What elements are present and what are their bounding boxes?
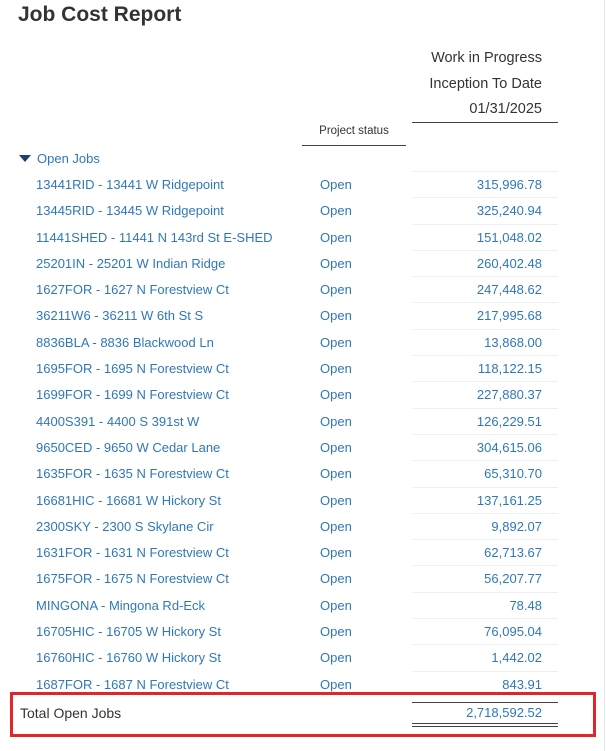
job-list	[0, 171, 606, 697]
column-header-line-2: Inception To Date	[429, 76, 542, 92]
project-status-link[interactable]: Open	[320, 413, 352, 429]
job-link[interactable]: 1695FOR - 1695 N Forestview Ct	[36, 361, 229, 377]
project-status-link[interactable]: Open	[320, 334, 352, 350]
job-link[interactable]: 36211W6 - 36211 W 6th St S	[36, 308, 204, 324]
project-status-link[interactable]: Open	[320, 308, 352, 324]
project-status-link[interactable]: Open	[320, 255, 352, 271]
amount-link[interactable]: 118,122.15	[477, 361, 542, 377]
amount-link[interactable]: 13,868.00	[484, 334, 542, 350]
row-divider	[412, 302, 558, 303]
project-status-link[interactable]: Open	[320, 203, 352, 219]
row-divider	[412, 276, 558, 277]
amount-link[interactable]: 1,442.02	[491, 650, 542, 666]
table-row	[0, 487, 606, 513]
row-divider	[412, 460, 558, 461]
job-link[interactable]: 1687FOR - 1687 N Forestview Ct	[36, 676, 229, 692]
amount-link[interactable]: 304,615.06	[476, 439, 542, 455]
table-row	[0, 171, 606, 197]
table-row	[0, 644, 606, 670]
table-row	[0, 513, 606, 539]
table-row	[0, 592, 606, 618]
table-row	[0, 302, 606, 328]
row-divider	[412, 513, 558, 514]
row-divider	[412, 592, 558, 593]
amount-link[interactable]: 315,996.78	[476, 177, 542, 192]
amount-link[interactable]: 247,448.62	[476, 282, 542, 298]
row-divider	[412, 250, 558, 251]
amount-link[interactable]: 62,713.67	[484, 545, 542, 561]
row-divider	[412, 408, 558, 409]
row-divider	[412, 434, 558, 435]
project-status-link[interactable]: Open	[320, 676, 352, 692]
job-link[interactable]: MINGONA - Mingona Rd-Eck	[36, 597, 206, 613]
table-row	[0, 224, 606, 250]
job-link[interactable]: 13445RID - 13445 W Ridgepoint	[36, 203, 224, 219]
job-link[interactable]: 1675FOR - 1675 N Forestview Ct	[36, 571, 229, 587]
job-link[interactable]: 4400S391 - 4400 S 391st W	[36, 413, 200, 429]
job-link[interactable]: 16760HIC - 16760 W Hickory St	[36, 650, 221, 666]
job-link[interactable]: 8836BLA - 8836 Blackwood Ln	[36, 334, 214, 350]
project-status-link[interactable]: Open	[320, 597, 352, 613]
project-status-link[interactable]: Open	[320, 518, 352, 534]
project-status-link[interactable]: Open	[320, 282, 352, 298]
project-status-link[interactable]: Open	[320, 650, 352, 666]
total-top-rule	[412, 702, 558, 703]
total-double-rule	[412, 726, 558, 727]
row-divider	[412, 487, 558, 488]
table-row	[0, 250, 606, 276]
table-row	[0, 539, 606, 565]
job-link[interactable]: 1627FOR - 1627 N Forestview Ct	[36, 282, 229, 298]
row-divider	[412, 329, 558, 330]
row-divider	[412, 539, 558, 540]
amount-header-rule	[412, 122, 558, 123]
project-status-link[interactable]: Open	[320, 571, 352, 587]
amount-link[interactable]: 260,402.48	[476, 255, 542, 271]
row-divider	[412, 197, 558, 198]
table-row	[0, 565, 606, 591]
job-link[interactable]: 13441RID - 13441 W Ridgepoint	[36, 177, 224, 192]
amount-link[interactable]: 9,892.07	[491, 518, 542, 534]
job-link[interactable]: 16705HIC - 16705 W Hickory St	[36, 624, 221, 640]
status-header-rule	[302, 145, 406, 146]
table-row	[0, 460, 606, 486]
job-link[interactable]: 1635FOR - 1635 N Forestview Ct	[36, 466, 229, 482]
row-divider	[412, 355, 558, 356]
total-amount[interactable]: 2,718,592.52	[466, 705, 542, 720]
amount-link[interactable]: 56,207.77	[484, 571, 542, 587]
caret-down-icon[interactable]	[19, 155, 31, 162]
project-status-link[interactable]: Open	[320, 439, 352, 455]
table-row	[0, 618, 606, 644]
amount-link[interactable]: 137,161.25	[476, 492, 542, 508]
job-link[interactable]: 9650CED - 9650 W Cedar Lane	[36, 439, 221, 455]
project-status-link[interactable]: Open	[320, 387, 352, 403]
amount-link[interactable]: 325,240.94	[476, 203, 542, 219]
project-status-link[interactable]: Open	[320, 545, 352, 561]
table-row	[0, 329, 606, 355]
amount-link[interactable]: 151,048.02	[476, 229, 542, 245]
amount-link[interactable]: 126,229.51	[476, 413, 542, 429]
job-link[interactable]: 11441SHED - 11441 N 143rd St E-SHED	[36, 229, 273, 245]
table-row	[0, 434, 606, 460]
amount-link[interactable]: 843.91	[502, 676, 542, 692]
page-title: Job Cost Report	[18, 3, 182, 26]
status-column-header: Project status	[319, 125, 389, 137]
table-row	[0, 408, 606, 434]
row-divider	[412, 618, 558, 619]
project-status-link[interactable]: Open	[320, 492, 352, 508]
project-status-link[interactable]: Open	[320, 361, 352, 377]
amount-link[interactable]: 65,310.70	[484, 466, 542, 482]
amount-link[interactable]: 227,880.37	[476, 387, 542, 403]
amount-link[interactable]: 76,095.04	[484, 624, 542, 640]
column-header-date: 01/31/2025	[469, 101, 542, 117]
project-status-link[interactable]: Open	[320, 624, 352, 640]
project-status-link[interactable]: Open	[320, 466, 352, 482]
job-link[interactable]: 1699FOR - 1699 N Forestview Ct	[36, 387, 229, 403]
row-divider	[412, 381, 558, 382]
column-header-line-1: Work in Progress	[431, 50, 542, 66]
project-status-link[interactable]: Open	[320, 177, 352, 192]
amount-link[interactable]: 78.48	[509, 597, 542, 613]
table-row	[0, 276, 606, 302]
table-row	[0, 355, 606, 381]
row-divider	[412, 671, 558, 672]
total-label: Total Open Jobs	[20, 705, 122, 721]
job-link[interactable]: 25201IN - 25201 W Indian Ridge	[36, 255, 226, 271]
total-double-rule	[412, 723, 558, 724]
group-label[interactable]: Open Jobs	[37, 151, 100, 166]
row-divider	[412, 565, 558, 566]
row-divider	[412, 224, 558, 225]
job-link[interactable]: 16681HIC - 16681 W Hickory St	[36, 492, 221, 508]
job-link[interactable]: 2300SKY - 2300 S Skylane Cir	[36, 518, 214, 534]
table-row	[0, 197, 606, 223]
project-status-link[interactable]: Open	[320, 229, 352, 245]
job-link[interactable]: 1631FOR - 1631 N Forestview Ct	[36, 545, 229, 561]
amount-link[interactable]: 217,995.68	[476, 308, 542, 324]
group-toggle-open-jobs[interactable]	[19, 151, 100, 166]
table-row	[0, 381, 606, 407]
row-divider	[412, 171, 558, 172]
row-divider	[412, 644, 558, 645]
